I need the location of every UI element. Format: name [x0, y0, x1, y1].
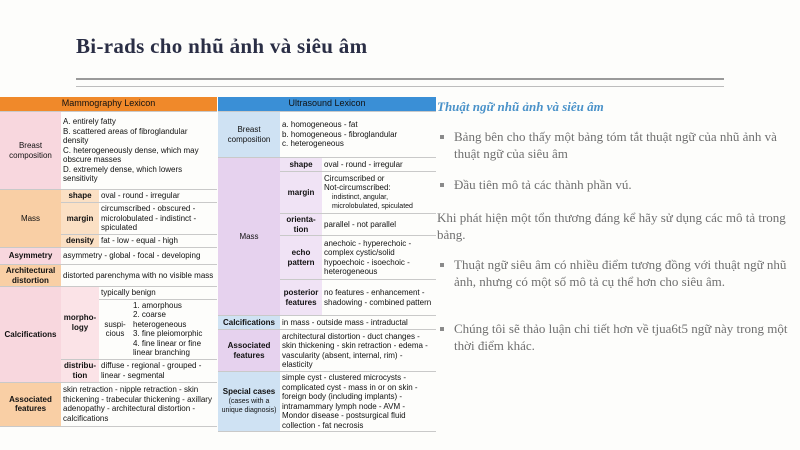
bullet-icon [440, 135, 444, 139]
us-orientation-label: orienta- tion [280, 214, 322, 236]
associated-features-value: skin retraction - nipple retraction - skin thickening - trabecular thickening - axillary adenopathy - architectural distortion - calcifications [61, 382, 217, 426]
bullet-item: Đầu tiên mô tả các thành phần vú. [440, 176, 790, 193]
us-special-cases-value: simple cyst - clustered microcysts - complicated cyst - mass in or on skin - foreign body (including implants) - intramammary lymph node - AVM - Mondor disease - postsurgical fluid collection - fat necrosis [280, 372, 436, 432]
mass-density-label: density [61, 235, 99, 248]
calcifications-label: Calcifications [0, 287, 61, 383]
distribution-value: diffuse - regional - grouped - linear - segmental [99, 359, 217, 382]
ultrasound-lexicon-table [218, 97, 436, 432]
us-orientation-value: parallel - not parallel [322, 214, 436, 236]
title-divider [76, 78, 724, 80]
asymmetry-value: asymmetry - global - focal - developing [61, 248, 217, 265]
us-margin-value: Circumscribed or Not-circumscribed: indistinct, angular, microlobulated, spiculated [322, 172, 436, 214]
bullet-icon [440, 327, 444, 331]
us-margin-label: margin [280, 172, 322, 214]
bullet-item: Bảng bên cho thấy một bảng tóm tắt thuật ngữ của nhũ ảnh và thuật ngữ của siêu âm [440, 128, 790, 162]
mass-label: Mass [0, 190, 61, 248]
us-breast-composition-label: Breast composition [218, 112, 280, 158]
us-posterior-value: no features - enhancement - shadowing - combined pattern [322, 280, 436, 316]
us-special-cases-label: Special cases (cases with a unique diagnosis) [218, 372, 280, 432]
architectural-label: Architectural distortion [0, 265, 61, 287]
mass-margin-value: circumscribed - obscured - microlobulated - indistinct - spiculated [99, 203, 217, 235]
breast-composition-values: A. entirely fatty B. scattered areas of fibroglandular density C. heterogeneously dense, which may obscure masses D. extremely dense, which lowers sensitivity [61, 112, 217, 190]
typically-benign: typically benign [99, 287, 217, 300]
us-mass-label: Mass [218, 158, 280, 316]
bullet-item: Thuật ngữ siêu âm có nhiều điểm tương đồng với thuật ngữ nhũ ảnh, nhưng có một số mô tả cụ thể hơn cho siêu âm. [440, 256, 790, 290]
mammography-lexicon-table [0, 97, 217, 427]
title-divider-thin [76, 86, 724, 87]
us-associated-label: Associated features [218, 330, 280, 372]
paragraph: Khi phát hiện một tổn thương đáng kể hãy sử dụng các mô tả trong bảng. [437, 210, 786, 242]
morphology-label: morpho- logy [61, 287, 99, 360]
us-calcifications-label: Calcifications [218, 316, 280, 330]
breast-composition-label: Breast composition [0, 112, 61, 190]
distribution-label: distribu- tion [61, 359, 99, 382]
bullet-icon [440, 263, 444, 267]
us-shape-label: shape [280, 158, 322, 172]
section-heading: Thuật ngữ nhũ ảnh và siêu âm [437, 99, 604, 114]
bullet-icon [440, 183, 444, 187]
us-calcifications-value: in mass - outside mass - intraductal [280, 316, 436, 330]
suspicious-label: suspi- cious [99, 299, 131, 359]
asymmetry-label: Asymmetry [0, 248, 61, 265]
mass-shape-value: oval - round - irregular [99, 190, 217, 203]
us-associated-value: architectural distortion - duct changes - skin thickening - skin retraction - edema - vascularity (absent, internal, rim) - elasticity [280, 330, 436, 372]
us-posterior-label: posterior features [280, 280, 322, 316]
mass-density-value: fat - low - equal - high [99, 235, 217, 248]
mass-shape-label: shape [61, 190, 99, 203]
us-echo-label: echo pattern [280, 236, 322, 280]
slide-title: Bi-rads cho nhũ ảnh và siêu âm [76, 34, 368, 58]
associated-features-label: Associated features [0, 382, 61, 426]
mammography-header: Mammography Lexicon [0, 97, 217, 112]
mass-margin-label: margin [61, 203, 99, 235]
us-breast-composition-values: a. homogeneous - fat b. homogeneous - fibroglandular c. heterogeneous [280, 112, 436, 158]
suspicious-values: 1. amorphous 2. coarse heterogeneous 3. fine pleiomorphic 4. fine linear or fine linear branching [131, 299, 217, 359]
architectural-value: distorted parenchyma with no visible mass [61, 265, 217, 287]
us-shape-value: oval - round - irregular [322, 158, 436, 172]
ultrasound-header: Ultrasound Lexicon [218, 97, 436, 112]
bullet-item: Chúng tôi sẽ thảo luận chi tiết hơn về tjua6t5 ngữ này trong một thời điểm khác. [440, 320, 790, 354]
us-echo-value: anechoic - hyperechoic - complex cystic/solid hypoechoic - isoechoic - heterogeneous [322, 236, 436, 280]
